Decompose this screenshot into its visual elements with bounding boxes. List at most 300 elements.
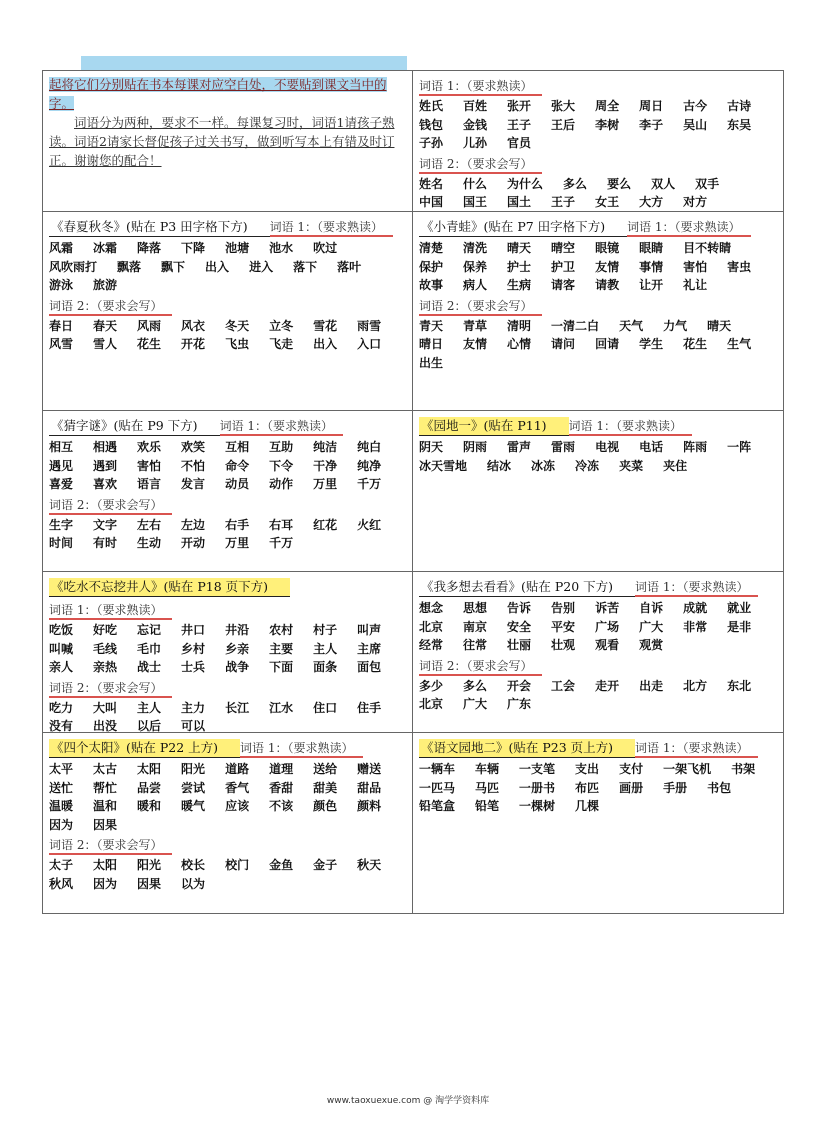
word-item: 钱包 <box>419 117 444 132</box>
word-item: 叫声 <box>357 623 382 637</box>
word-item: 清楚 <box>419 241 444 255</box>
section-cell <box>43 411 413 571</box>
word-item: 广大 <box>639 619 664 634</box>
word-item: 纯洁 <box>313 440 338 454</box>
word-item: 太阳 <box>93 858 118 872</box>
word-item: 红花 <box>313 517 338 532</box>
word-item: 语言 <box>137 477 162 491</box>
word-item: 夹菜 <box>619 458 644 473</box>
word-item: 手册 <box>663 780 688 795</box>
word-item: 主席 <box>357 641 382 656</box>
table-row <box>43 411 783 572</box>
word-item: 阵雨 <box>683 440 708 454</box>
word-item: 万里 <box>225 536 250 550</box>
word-item: 国土 <box>507 195 532 209</box>
word-item: 观赏 <box>639 638 664 652</box>
word-item: 周日 <box>639 99 664 113</box>
group-label: 词语 2：（要求会写） <box>419 298 542 316</box>
word-item: 江水 <box>269 700 294 715</box>
word-item: 右耳 <box>269 517 294 532</box>
word-item: 送给 <box>313 762 338 776</box>
group-label: 词语 1：（要求熟读） <box>419 78 542 96</box>
word-item: 目不转睛 <box>683 241 732 255</box>
word-item: 金子 <box>313 858 338 872</box>
word-item: 保护 <box>419 259 444 274</box>
word-item: 多么 <box>563 176 588 191</box>
word-item: 井口 <box>181 623 206 637</box>
word-item: 太子 <box>49 858 74 872</box>
word-list <box>49 760 406 834</box>
word-item: 阴雨 <box>463 440 488 454</box>
word-item: 以后 <box>137 719 162 732</box>
word-item: 乡亲 <box>225 641 250 656</box>
word-item: 平安 <box>551 619 576 634</box>
word-item: 太阳 <box>137 762 162 776</box>
word-item: 对方 <box>683 195 708 209</box>
word-item: 因果 <box>137 876 162 891</box>
section-title: 《语文园地二》(贴在 P23 页上方) <box>419 739 635 758</box>
group-label: 词语 2：（要求会写） <box>49 837 172 855</box>
notice-paragraph: 词语分为两种，要求不一样。每课复习时，词语1请孩子熟读。词语2请家长督促孩子过关书写，做到听写本上有错及时订正。谢谢您的配合！ <box>49 115 395 168</box>
word-item: 一辆车 <box>419 762 456 776</box>
word-item: 主人 <box>137 700 162 715</box>
group-label: 词语 1：（要求熟读） <box>627 219 750 237</box>
word-item: 马匹 <box>475 780 500 795</box>
word-item: 自诉 <box>639 601 664 615</box>
word-item: 战争 <box>225 660 250 674</box>
word-item: 有时 <box>93 536 118 550</box>
word-item: 一支笔 <box>519 762 556 776</box>
word-item: 李树 <box>595 117 620 132</box>
word-item: 因为 <box>49 817 74 832</box>
word-item: 毛线 <box>93 641 118 656</box>
word-item: 车辆 <box>475 762 500 776</box>
word-item: 一架飞机 <box>663 762 712 776</box>
section-cell <box>413 572 783 732</box>
word-item: 喜欢 <box>93 477 118 491</box>
word-list <box>49 621 406 677</box>
word-item: 儿孙 <box>463 136 488 150</box>
group-label: 词语 1：（要求熟读） <box>220 418 343 436</box>
word-item: 护卫 <box>551 259 576 274</box>
word-item: 亲热 <box>93 660 118 674</box>
word-item: 想念 <box>419 601 444 615</box>
word-item: 忘记 <box>137 623 162 637</box>
word-item: 开花 <box>181 337 206 351</box>
word-item: 夹住 <box>663 458 688 473</box>
word-item: 非常 <box>683 619 708 634</box>
word-item: 官员 <box>507 136 532 150</box>
word-item: 出走 <box>639 678 664 693</box>
word-item: 护士 <box>507 259 532 274</box>
word-item: 出生 <box>419 355 444 370</box>
word-item: 雪人 <box>93 337 118 351</box>
word-item: 降落 <box>137 241 162 255</box>
word-list <box>419 677 777 714</box>
word-item: 尝试 <box>181 780 206 795</box>
word-item: 阳光 <box>137 858 162 872</box>
word-item: 青草 <box>463 318 488 333</box>
word-item: 开会 <box>507 678 532 693</box>
word-item: 下降 <box>181 241 206 255</box>
word-item: 校长 <box>181 858 206 872</box>
group-label: 词语 2：（要求会写） <box>49 680 172 698</box>
group-label: 词语 1：（要求熟读） <box>270 219 393 237</box>
word-item: 古今 <box>683 99 708 113</box>
word-item: 张开 <box>507 99 532 113</box>
word-item: 住手 <box>357 700 382 715</box>
word-item: 吃力 <box>49 700 74 715</box>
word-item: 晴天 <box>507 241 532 255</box>
word-item: 中国 <box>419 195 444 209</box>
word-item: 甜美 <box>313 780 338 795</box>
word-item: 吹过 <box>313 241 338 255</box>
word-item: 让开 <box>639 278 664 292</box>
word-item: 请教 <box>595 278 620 292</box>
word-item: 立冬 <box>269 318 294 333</box>
notice-text <box>49 75 406 170</box>
word-item: 北方 <box>683 678 708 693</box>
word-item: 支出 <box>575 762 600 776</box>
word-item: 力气 <box>663 318 688 333</box>
word-item: 互助 <box>269 440 294 454</box>
word-item: 王后 <box>551 117 576 132</box>
word-item: 女王 <box>595 195 620 209</box>
section-title: 《吃水不忘挖井人》(贴在 P18 页下方) <box>49 578 290 597</box>
word-item: 东北 <box>727 678 752 693</box>
word-item: 冰冻 <box>531 458 556 473</box>
word-item: 壮观 <box>551 638 576 652</box>
word-item: 飞虫 <box>225 337 250 351</box>
word-item: 书包 <box>707 780 732 795</box>
table-row <box>43 212 783 411</box>
word-item: 香甜 <box>269 780 294 795</box>
notice-highlight: 起将它们分别贴在书本每课对应空白处，不要贴到课文当中的字。 <box>49 77 387 111</box>
word-item: 李子 <box>639 117 664 132</box>
word-item: 进入 <box>249 259 274 274</box>
word-item: 池塘 <box>225 241 250 255</box>
word-item: 害怕 <box>683 259 708 274</box>
word-item: 姓名 <box>419 176 444 191</box>
word-item: 可以 <box>181 719 206 732</box>
vocabulary-table <box>42 70 784 914</box>
word-item: 回请 <box>595 337 620 351</box>
word-item: 北京 <box>419 697 444 711</box>
word-item: 为什么 <box>507 176 544 191</box>
word-item: 动作 <box>269 477 294 491</box>
word-item: 暖和 <box>137 799 162 813</box>
word-item: 叫喊 <box>49 641 74 656</box>
section-cell <box>413 212 783 410</box>
word-item: 没有 <box>49 719 74 732</box>
word-item: 眼睛 <box>639 241 664 255</box>
word-item: 动员 <box>225 477 250 491</box>
word-item: 天气 <box>619 318 644 333</box>
word-item: 画册 <box>619 780 644 795</box>
word-item: 阴天 <box>419 440 444 454</box>
word-item: 风雪 <box>49 337 74 351</box>
notice-cell <box>43 71 413 211</box>
word-item: 面条 <box>313 660 338 674</box>
word-item: 好吃 <box>93 623 118 637</box>
word-item: 互相 <box>225 440 250 454</box>
word-item: 出没 <box>93 719 118 732</box>
word-list <box>419 317 777 373</box>
word-item: 请客 <box>551 278 576 292</box>
word-item: 故事 <box>419 278 444 292</box>
word-item: 时间 <box>49 536 74 550</box>
word-item: 村子 <box>313 623 338 637</box>
word-item: 告别 <box>551 601 576 615</box>
section-title: 《春夏秋冬》(贴在 P3 田字格下方) <box>49 218 270 237</box>
word-list <box>419 599 777 655</box>
word-item: 飘落 <box>117 259 142 274</box>
word-item: 铅笔盒 <box>419 799 456 813</box>
word-item: 万里 <box>313 477 338 491</box>
word-item: 开动 <box>181 536 206 550</box>
word-item: 校门 <box>225 858 250 872</box>
word-item: 友情 <box>595 259 620 274</box>
word-item: 是非 <box>727 619 752 634</box>
word-item: 雷雨 <box>551 440 576 454</box>
word-item: 一阵 <box>727 440 752 454</box>
table-row <box>43 733 783 913</box>
word-item: 不该 <box>269 799 294 813</box>
word-item: 风雨 <box>137 318 162 333</box>
group-label: 词语 1：（要求熟读） <box>635 740 758 758</box>
word-item: 秋天 <box>357 858 382 872</box>
word-item: 告诉 <box>507 601 532 615</box>
word-item: 害怕 <box>137 458 162 473</box>
word-list <box>49 438 406 494</box>
word-item: 千万 <box>357 477 382 491</box>
word-item: 命令 <box>225 458 250 473</box>
section-title: 《四个太阳》(贴在 P22 上方) <box>49 739 240 758</box>
word-item: 花生 <box>137 337 162 351</box>
word-item: 不怕 <box>181 458 206 473</box>
word-item: 铅笔 <box>475 799 500 813</box>
word-item: 国王 <box>463 195 488 209</box>
word-item: 礼让 <box>683 278 708 292</box>
word-item: 多少 <box>419 678 444 693</box>
word-item: 一棵树 <box>519 799 556 813</box>
group-label: 词语 2：（要求会写） <box>49 497 172 515</box>
word-item: 落下 <box>293 259 318 274</box>
word-item: 赠送 <box>357 762 382 776</box>
word-list <box>419 175 777 212</box>
word-item: 颜色 <box>313 799 338 813</box>
word-item: 晴天 <box>707 318 732 333</box>
word-item: 雪花 <box>313 318 338 333</box>
word-item: 心情 <box>507 337 532 351</box>
word-item: 文字 <box>93 517 118 532</box>
word-item: 温暖 <box>49 799 74 813</box>
word-list <box>419 760 777 816</box>
word-item: 学生 <box>639 337 664 351</box>
word-item: 事情 <box>639 259 664 274</box>
word-item: 因为 <box>93 876 118 891</box>
section-cell <box>413 733 783 913</box>
word-item: 长江 <box>225 700 250 715</box>
word-item: 广东 <box>507 697 532 711</box>
word-item: 一册书 <box>519 780 556 795</box>
word-item: 往常 <box>463 638 488 652</box>
word-item: 士兵 <box>181 660 206 674</box>
word-item: 大方 <box>639 195 664 209</box>
word-list <box>419 438 777 475</box>
word-item: 冰天雪地 <box>419 458 468 473</box>
word-item: 落叶 <box>337 259 362 274</box>
word-item: 飞走 <box>269 337 294 351</box>
word-item: 相遇 <box>93 440 118 454</box>
section-cell <box>43 733 413 913</box>
word-item: 纯白 <box>357 440 382 454</box>
word-item: 多么 <box>463 678 488 693</box>
word-item: 清明 <box>507 318 532 333</box>
group-label: 词语 1：（要求熟读） <box>240 740 363 758</box>
word-item: 遇到 <box>93 458 118 473</box>
word-item: 暖气 <box>181 799 206 813</box>
word-item: 战士 <box>137 660 162 674</box>
word-item: 吃饭 <box>49 623 74 637</box>
word-item: 主要 <box>269 641 294 656</box>
word-item: 布匹 <box>575 780 600 795</box>
section-title: 《小青蛙》(贴在 P7 田字格下方) <box>419 218 627 237</box>
word-item: 出入 <box>313 337 338 351</box>
word-item: 一匹马 <box>419 780 456 795</box>
word-item: 观看 <box>595 638 620 652</box>
group-label: 词语 1：（要求熟读） <box>635 579 758 597</box>
word-list <box>49 239 406 295</box>
word-item: 太平 <box>49 762 74 776</box>
group-label: 词语 2：（要求会写） <box>49 298 172 316</box>
word-item: 子孙 <box>419 136 444 150</box>
word-item: 温和 <box>93 799 118 813</box>
word-list <box>49 699 406 733</box>
word-item: 秋风 <box>49 876 74 891</box>
word-item: 住口 <box>313 700 338 715</box>
word-item: 百姓 <box>463 99 488 113</box>
word-item: 王子 <box>507 117 532 132</box>
word-item: 双手 <box>695 176 720 191</box>
word-list <box>419 97 777 153</box>
word-item: 诉苦 <box>595 601 620 615</box>
group-label: 词语 2：（要求会写） <box>419 658 542 676</box>
word-item: 花生 <box>683 337 708 351</box>
word-item: 以为 <box>181 876 206 891</box>
word-item: 太古 <box>93 762 118 776</box>
section-cell <box>413 411 783 571</box>
word-item: 左右 <box>137 517 162 532</box>
word-item: 青天 <box>419 318 444 333</box>
word-item: 害虫 <box>727 259 752 274</box>
word-item: 生动 <box>137 536 162 550</box>
word-item: 下令 <box>269 458 294 473</box>
section-title: 《我多想去看看》(贴在 P20 下方) <box>419 578 635 597</box>
word-item: 品尝 <box>137 780 162 795</box>
section-cell <box>43 212 413 410</box>
word-item: 冰霜 <box>93 241 118 255</box>
word-item: 周全 <box>595 99 620 113</box>
word-item: 帮忙 <box>93 780 118 795</box>
footer-text: www.taoxuexue.com @ 淘学学资料库 <box>326 1096 490 1106</box>
section-title: 《猜字谜》(贴在 P9 下方) <box>49 417 220 436</box>
word-item: 王子 <box>551 195 576 209</box>
word-item: 一清二白 <box>551 318 600 333</box>
word-item: 主力 <box>181 700 206 715</box>
word-item: 颜料 <box>357 799 382 813</box>
word-item: 支付 <box>619 762 644 776</box>
section-cell <box>43 572 413 732</box>
word-item: 保养 <box>463 259 488 274</box>
word-item: 什么 <box>463 176 488 191</box>
table-row <box>43 71 783 212</box>
word-item: 阳光 <box>181 762 206 776</box>
word-item: 入口 <box>357 337 382 351</box>
word-item: 欢笑 <box>181 440 206 454</box>
word-item: 春日 <box>49 318 74 333</box>
word-item: 请问 <box>551 337 576 351</box>
word-list <box>49 856 406 893</box>
word-item: 眼镜 <box>595 241 620 255</box>
word-item: 思想 <box>463 601 488 615</box>
word-item: 飘下 <box>161 259 186 274</box>
word-item: 池水 <box>269 241 294 255</box>
word-item: 道理 <box>269 762 294 776</box>
word-item: 电话 <box>639 440 664 454</box>
word-item: 甜品 <box>357 780 382 795</box>
word-list <box>49 317 406 354</box>
word-item: 毛巾 <box>137 641 162 656</box>
word-item: 古诗 <box>727 99 752 113</box>
word-item: 广场 <box>595 619 620 634</box>
word-item: 应该 <box>225 799 250 813</box>
word-item: 结冰 <box>487 458 512 473</box>
word-item: 清洗 <box>463 241 488 255</box>
word-item: 晴空 <box>551 241 576 255</box>
word-item: 冷冻 <box>575 458 600 473</box>
word-item: 香气 <box>225 780 250 795</box>
word-item: 欢乐 <box>137 440 162 454</box>
word-item: 纯净 <box>357 458 382 473</box>
word-item: 遇见 <box>49 458 74 473</box>
word-item: 送忙 <box>49 780 74 795</box>
word-item: 成就 <box>683 601 708 615</box>
group-label: 词语 2：（要求会写） <box>419 156 542 174</box>
word-item: 亲人 <box>49 660 74 674</box>
word-item: 乡村 <box>181 641 206 656</box>
word-item: 游泳 <box>49 278 74 292</box>
word-item: 干净 <box>313 458 338 473</box>
word-item: 走开 <box>595 678 620 693</box>
word-item: 姓氏 <box>419 99 444 113</box>
word-item: 生字 <box>49 517 74 532</box>
word-item: 雨雪 <box>357 318 382 333</box>
word-item: 北京 <box>419 619 444 634</box>
word-item: 南京 <box>463 619 488 634</box>
word-item: 要么 <box>607 176 632 191</box>
word-item: 书架 <box>731 762 756 776</box>
table-row <box>43 572 783 733</box>
section-cell <box>413 71 783 211</box>
group-label: 词语 1：（要求熟读） <box>49 602 172 620</box>
word-item: 大叫 <box>93 700 118 715</box>
word-item: 雷声 <box>507 440 532 454</box>
word-item: 金钱 <box>463 117 488 132</box>
word-item: 安全 <box>507 619 532 634</box>
word-item: 几棵 <box>575 799 600 813</box>
word-item: 壮丽 <box>507 638 532 652</box>
